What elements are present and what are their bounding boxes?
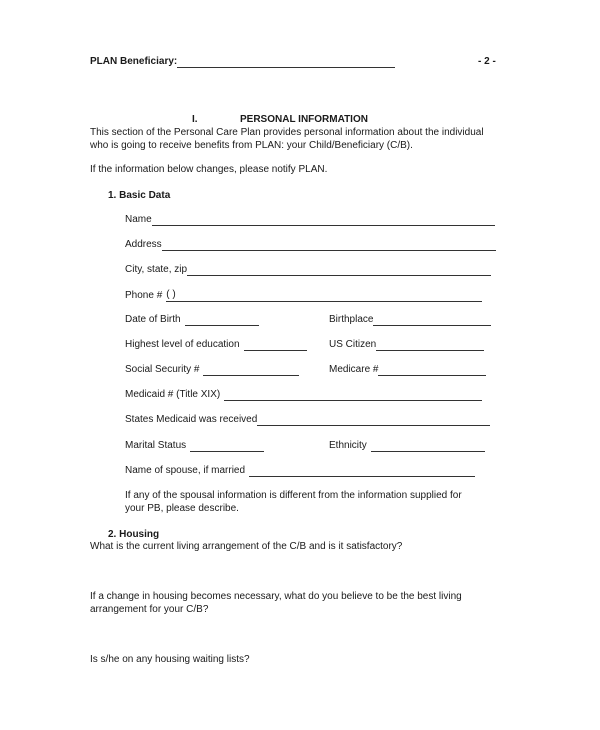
ssn-label: Social Security # — [125, 364, 200, 375]
housing-question-3: Is s/he on any housing waiting lists? — [90, 654, 250, 665]
name-label: Name — [125, 214, 152, 225]
ssn-field[interactable] — [125, 364, 299, 376]
section-title: PERSONAL INFORMATION — [240, 114, 368, 125]
medicaid-label: Medicaid # (Title XIX) — [125, 389, 221, 400]
phone-label: Phone # — [125, 290, 163, 301]
spouse-field[interactable] — [125, 465, 475, 477]
medicaid-states-field[interactable] — [125, 414, 490, 426]
spouse-note-1: If any of the spousal information is different from the information supplied for — [125, 490, 462, 501]
city-field[interactable] — [125, 264, 491, 276]
spouse-label: Name of spouse, if married — [125, 465, 246, 476]
ethnicity-label: Ethnicity — [329, 440, 367, 451]
citizen-line[interactable] — [376, 340, 484, 351]
phone-area-code[interactable]: ( ) — [166, 289, 176, 300]
basic-data-heading: 1. Basic Data — [108, 190, 171, 201]
medicaid-states-label: States Medicaid was received — [125, 414, 258, 425]
ethnicity-line[interactable] — [371, 441, 485, 452]
medicaid-states-line[interactable] — [257, 415, 490, 426]
education-line[interactable] — [244, 340, 307, 351]
beneficiary-line[interactable] — [177, 57, 395, 68]
medicaid-line[interactable] — [224, 390, 482, 401]
birthplace-field[interactable] — [329, 314, 491, 326]
education-label: Highest level of education — [125, 339, 240, 350]
dob-label: Date of Birth — [125, 314, 181, 325]
marital-field[interactable] — [125, 440, 264, 452]
housing-heading: 2. Housing — [108, 529, 160, 540]
birthplace-label: Birthplace — [329, 314, 374, 325]
section-number: I. — [192, 114, 198, 125]
phone-line[interactable] — [176, 291, 482, 302]
housing-question-1: What is the current living arrangement of the C/B and is it satisfactory? — [90, 541, 403, 552]
beneficiary-label: PLAN Beneficiary: — [90, 56, 178, 67]
section-intro-1: This section of the Personal Care Plan provides personal information about the individual — [90, 127, 484, 138]
marital-label: Marital Status — [125, 440, 187, 451]
address-field[interactable] — [125, 239, 496, 251]
address-line[interactable] — [162, 240, 496, 251]
citizen-label: US Citizen — [329, 339, 377, 350]
city-label: City, state, zip — [125, 264, 188, 275]
medicare-field[interactable] — [329, 364, 486, 376]
marital-line[interactable] — [190, 441, 264, 452]
medicaid-field[interactable] — [125, 389, 482, 401]
education-field[interactable] — [125, 339, 307, 351]
spouse-note-2: your PB, please describe. — [125, 503, 239, 514]
city-line[interactable] — [187, 265, 491, 276]
page-number: - 2 - — [478, 56, 496, 67]
dob-field[interactable] — [125, 314, 259, 326]
ethnicity-field[interactable] — [329, 440, 485, 452]
medicare-line[interactable] — [378, 365, 486, 376]
beneficiary-field[interactable] — [90, 56, 395, 68]
dob-line[interactable] — [185, 315, 259, 326]
spouse-line[interactable] — [249, 466, 475, 477]
address-label: Address — [125, 239, 162, 250]
name-line[interactable] — [152, 215, 495, 226]
phone-field[interactable] — [125, 289, 482, 302]
ssn-line[interactable] — [203, 365, 299, 376]
citizen-field[interactable] — [329, 339, 484, 351]
housing-question-2b: arrangement for your C/B? — [90, 604, 209, 615]
section-intro-2: who is going to receive benefits from PLAN: your Child/Beneficiary (C/B). — [90, 140, 413, 151]
medicare-label: Medicare # — [329, 364, 379, 375]
birthplace-line[interactable] — [373, 315, 491, 326]
notify-text: If the information below changes, please notify PLAN. — [90, 164, 328, 175]
housing-question-2a: If a change in housing becomes necessary, what do you believe to be the best living — [90, 591, 462, 602]
name-field[interactable] — [125, 214, 495, 226]
